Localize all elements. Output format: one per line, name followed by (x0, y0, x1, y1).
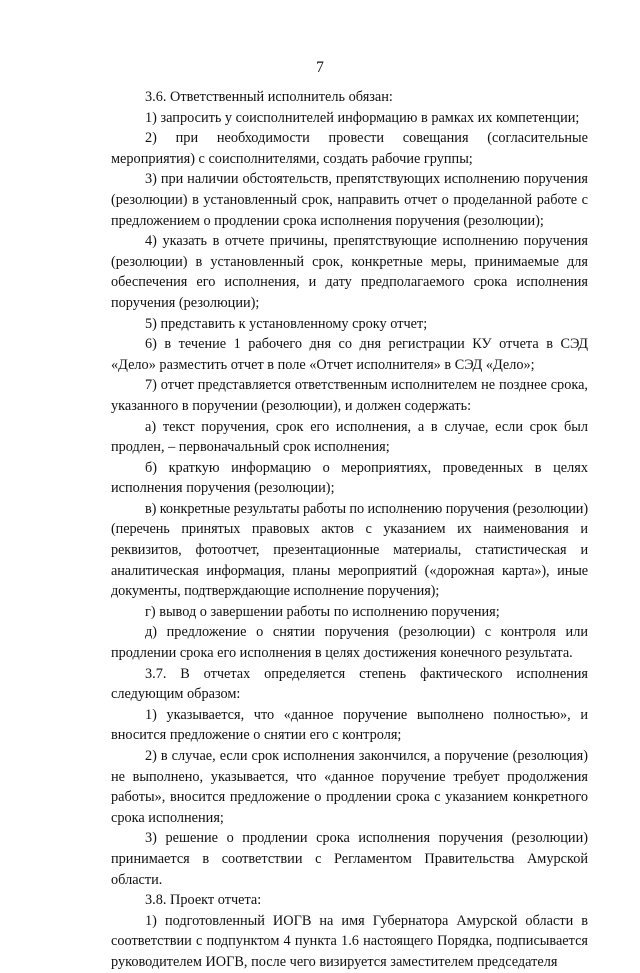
paragraph-3-6-item-7: 7) отчет представляется ответственным исполнителем не позднее срока, указанного в поручении (резолюции), и должен содержать: (111, 377, 588, 414)
paragraph-item-a: а) текст поручения, срок его исполнения, а в случае, если срок был продлен, – первоначальный срок исполнения; (111, 418, 588, 456)
section-3-6-heading: 3.6. Ответственный исполнитель обязан: (145, 89, 393, 105)
paragraph-3-6-item-4: 4) указать в отчете причины, препятствующие исполнению поручения (резолюции) в установленный срок, конкретные меры, принимаемые для обеспечения его исполнения, и дату предполагаемого срока исполнения поручения (резолюции); (111, 233, 588, 311)
paragraph-3-6-item-1: 1) запросить у соисполнителей информацию в рамках их компетенции; (145, 109, 580, 126)
paragraph-3-6-item-5: 5) представить к установленному сроку отчет; (145, 315, 428, 332)
paragraph-item-d: д) предложение о снятии поручения (резолюции) с контроля или продлении срока его исполнения в целях достижения конечного результата. (111, 624, 588, 662)
section-3-7-heading: 3.7. В отчетах определяется степень фактического исполнения следующим образом: (111, 665, 588, 703)
document-body (111, 87, 588, 973)
paragraph-3-7-item-2: 2) в случае, если срок исполнения закончился, а поручение (резолюция) не выполнено, указывается, что «данное поручение требует продолжения работы», вносится предложение о продлении срока с указанием конкретного срока исполнения; (111, 748, 588, 826)
paragraph-item-g: г) вывод о завершении работы по исполнению поручения; (145, 603, 500, 620)
paragraph-3-7-item-3: 3) решение о продлении срока исполнения поручения (резолюции) принимается в соответствии с Регламентом Правительства Амурской области. (111, 830, 588, 888)
paragraph-3-7-item-1: 1) указывается, что «данное поручение выполнено полностью», и вносится предложение о снятии его с контроля; (111, 706, 588, 744)
paragraph-3-8-item-1: 1) подготовленный ИОГВ на имя Губернатора Амурской области в соответствии с подпунктом 4 пункта 1.6 настоящего Порядка, подписывается руководителем ИОГВ, после чего визируется заместителем председателя (111, 912, 588, 970)
page-number: 7 (316, 59, 324, 76)
section-3-8-heading: 3.8. Проект отчета: (145, 892, 262, 909)
paragraph-3-6-item-3: 3) при наличии обстоятельств, препятствующих исполнению поручения (резолюции) в установленный срок, направить отчет о проделанной работе с предложением о продлении срока исполнения поручения (резолюции); (111, 171, 588, 229)
paragraph-item-v: в) конкретные результаты работы по исполнению поручения (резолюции) (перечень принятых правовых актов с указанием их наименования и реквизитов, фотоотчет, презентационные материалы, статистическая и аналитическая информация, планы мероприятий («дорожная карта»), иные документы, подтверждающие исполнение поручения); (111, 500, 588, 600)
paragraph-item-b: б) краткую информацию о мероприятиях, проведенных в целях исполнения поручения (резолюции); (111, 459, 588, 497)
paragraph-3-6-item-2: 2) при необходимости провести совещания (согласительные мероприятия) с соисполнителями, создать рабочие группы; (111, 130, 588, 167)
paragraph-3-6-item-6: 6) в течение 1 рабочего дня со дня регистрации КУ отчета в СЭД «Дело» разместить отчет в поле «Отчет исполнителя» в СЭД «Дело»; (111, 336, 588, 373)
